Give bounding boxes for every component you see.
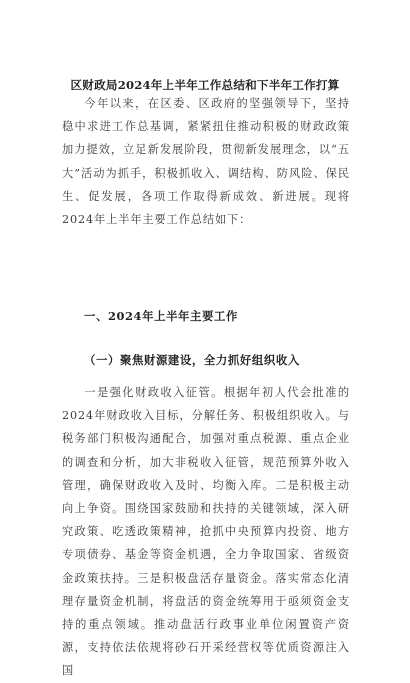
intro-paragraph: 今年以来，在区委、区政府的坚强领导下，坚持稳中求进工作总基调，紧紧扭住推动积极的财政政策加力提效，立足新发展阶段，贯彻新发展理念，以“五大”活动为抓手，积极抓收入、调结构、防风险、保民生、促发展，各项工作取得新成效、新进展。现将2024年上半年主要工作总结如下： (62, 97, 350, 227)
section-heading: 一、2024年上半年主要工作 (84, 309, 239, 323)
body-paragraph: 一是强化财政收入征管。根据年初人代会批准的2024年财政收入目标，分解任务、积极组织收入。与税务部门积极沟通配合，加强对重点税源、重点企业的调查和分析，加大非税收入征管，规范预算外收入管理，确保财政收入及时、均衡入库。二是积极主动向上争资。围绕国家鼓励和扶持的关键领域，深入研究政策、吃透政策精神，抢抓中央预算内投资、地方专项债券、基金等资金机遇，全力争取国家、省级资金政策扶持。三是积极盘活存量资金。落实常态化清理存量资金机制，将盘活的资金统筹用于亟须资金支持的重点领域。推动盘活行政事业单位闲置资产资源，支持依法依规将砂石开采经营权等优质资源注入国 (62, 386, 350, 678)
document-title: 区财政局2024年上半年工作总结和下半年工作打算 (70, 78, 340, 92)
subsection-heading: （一）聚焦财源建设，全力抓好组织收入 (84, 353, 300, 367)
